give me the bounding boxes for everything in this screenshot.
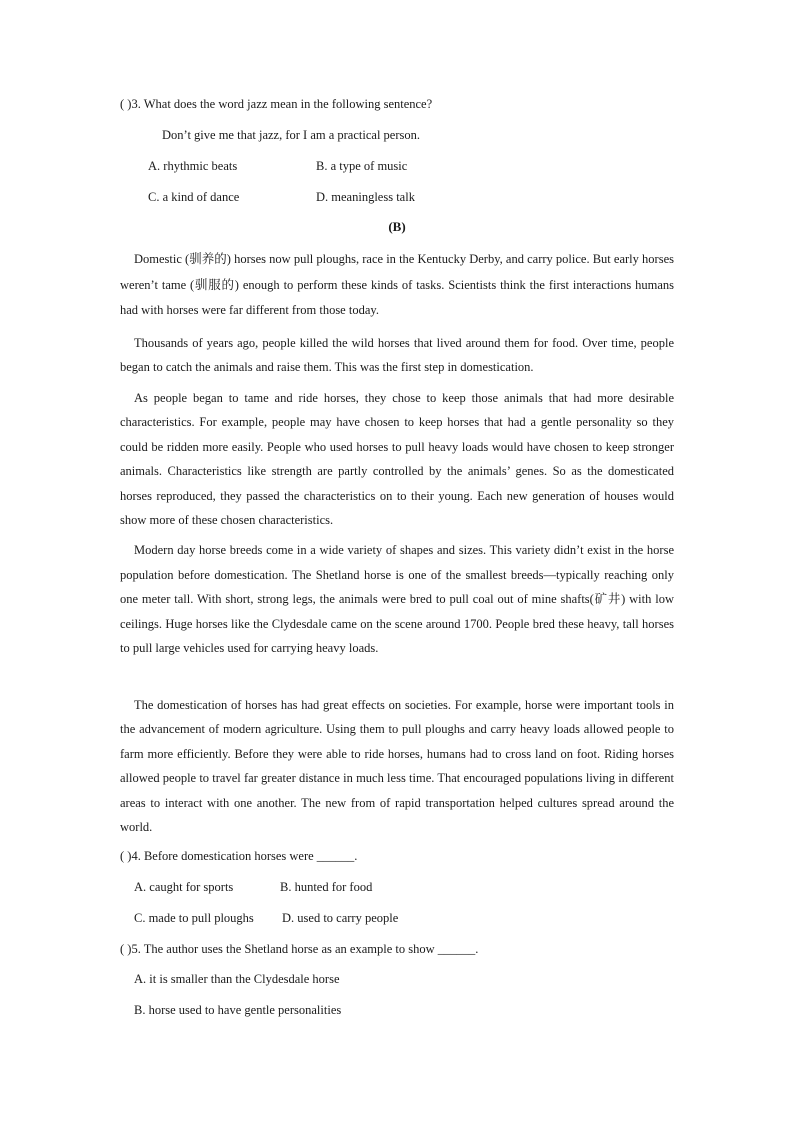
q4-option-a: A. caught for sports xyxy=(134,880,234,894)
q3-sentence: Don’t give me that jazz, for I am a practical person. xyxy=(162,128,420,142)
passage-paragraph-2: Thousands of years ago, people killed the wild horses that lived around them for food. Over time, people began to catch the animals and raise them. This was the first step in domestication. xyxy=(120,336,674,375)
q3-stem: ( )3. What does the word jazz mean in the following sentence? xyxy=(120,97,433,111)
q4-stem: ( )4. Before domestication horses were ______. xyxy=(120,849,358,863)
q4-option-c: C. made to pull ploughs xyxy=(134,911,254,925)
q5-option-b: B. horse used to have gentle personalities xyxy=(134,1003,342,1017)
passage-paragraph-1: Domestic (驯养的) horses now pull ploughs, race in the Kentucky Derby, and carry police. But early horses weren’t tame (驯服的) enough to perform these kinds of tasks. Scientists think the first interactions humans had with horses were far different from those today. xyxy=(120,252,674,318)
passage-paragraph-4: Modern day horse breeds come in a wide variety of shapes and sizes. This variety didn’t exist in the horse population before domestication. The Shetland horse is one of the smallest breeds—typically reaching only one meter tall. With short, strong legs, the animals were bred to pull coal out of mine shafts(矿井) with low ceilings. Huge horses like the Clydesdale came on the scene around 1700. People bred these heavy, tall horses to pull large vehicles used for carrying heavy loads. xyxy=(120,543,674,656)
section-title: (B) xyxy=(388,219,406,234)
q4-option-d: D. used to carry people xyxy=(282,911,399,925)
q3-option-b: B. a type of music xyxy=(316,159,408,173)
q3-option-d: D. meaningless talk xyxy=(316,190,415,204)
passage-paragraph-3: As people began to tame and ride horses, they chose to keep those animals that had more desirable characteristics. For example, people may have chosen to keep horses that had a gentle personality so they could be ridden more easily. People who used horses to pull heavy loads would have chosen to keep stronger animals. Characteristics like strength are partly controlled by the animals’ genes. So as the domesticated horses reproduced, they passed the characteristics on to their young. Each new generation of houses would show more of these chosen characteristics. xyxy=(120,391,674,528)
q5-stem: ( )5. The author uses the Shetland horse as an example to show ______. xyxy=(120,942,479,956)
q4-option-b: B. hunted for food xyxy=(280,880,373,894)
q3-option-c: C. a kind of dance xyxy=(148,190,240,204)
q5-option-a: A. it is smaller than the Clydesdale horse xyxy=(134,972,340,986)
passage-paragraph-5: The domestication of horses has had great effects on societies. For example, horse were important tools in the advancement of modern agriculture. Using them to pull ploughs and carry heavy loads allowed people to farm more efficiently. Before they were able to ride horses, humans had to cross land on foot. Riding horses allowed people to travel far greater distance in much less time. That encouraged populations living in different areas to interact with one another. The new from of rapid transportation helped cultures spread around the world. xyxy=(120,698,674,835)
q3-option-a: A. rhythmic beats xyxy=(148,159,238,173)
